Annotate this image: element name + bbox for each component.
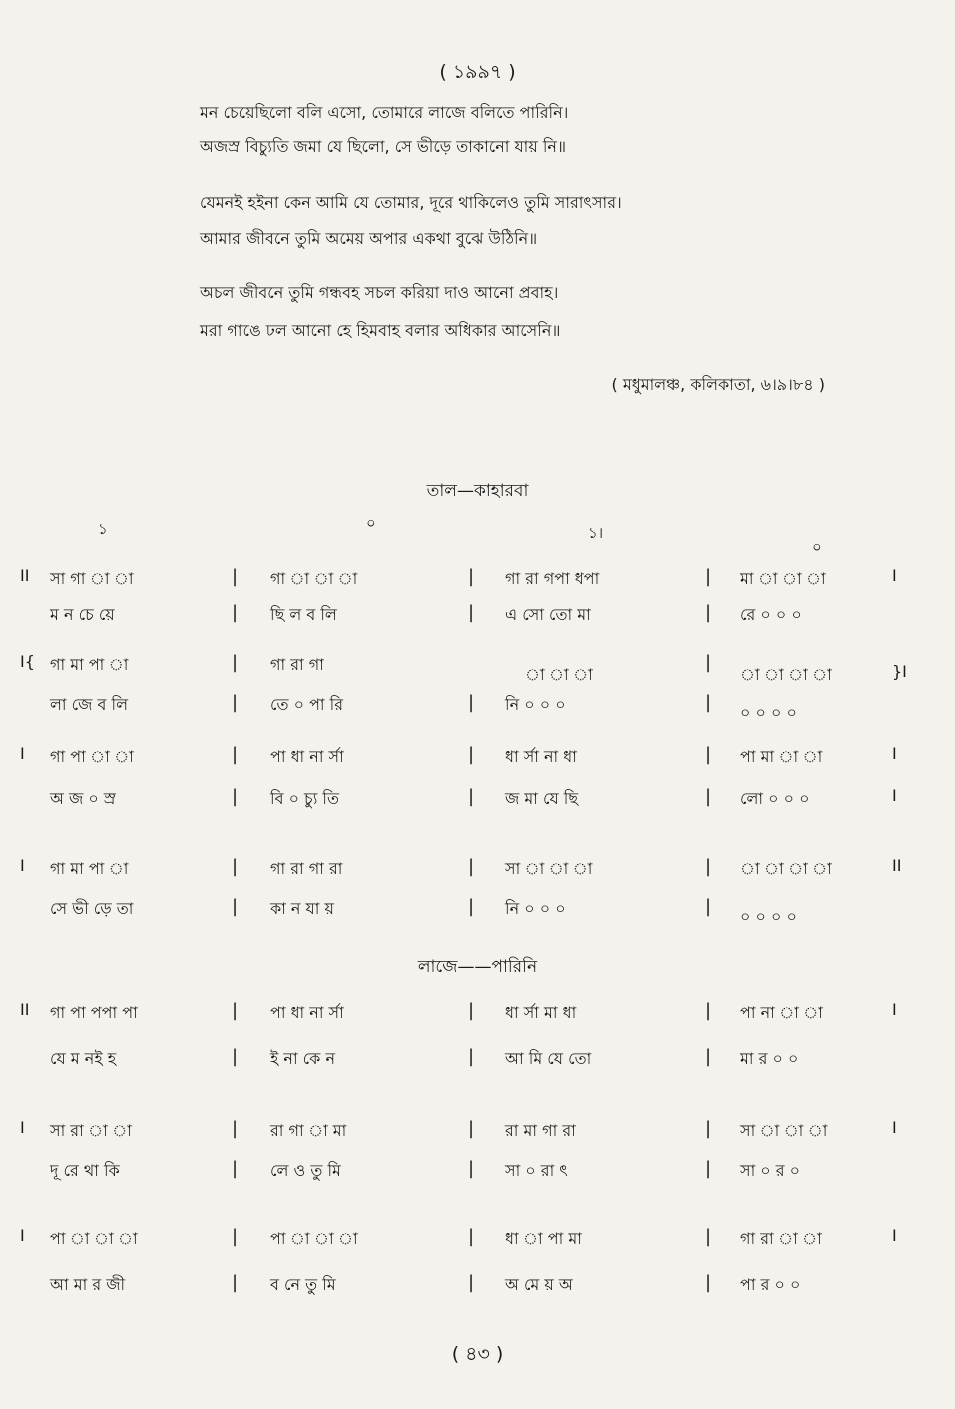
bar-line: |	[468, 692, 475, 713]
notation-cell: পা ধা না র্সা	[270, 747, 344, 766]
notation-row	[0, 856, 955, 888]
bar-line: |	[468, 566, 475, 587]
bar-line: |	[705, 1158, 712, 1179]
bar-line: |	[468, 1226, 475, 1247]
row-marker-left: I{	[20, 652, 35, 671]
row-marker-right: I	[892, 566, 897, 585]
notation-row	[0, 1158, 955, 1190]
row-marker-right: I	[892, 1226, 897, 1245]
notation-row	[0, 652, 955, 684]
lyric-cell: পা র ০ ০	[740, 1275, 801, 1294]
lyric-cell: ম ন চে য়ে	[50, 605, 115, 624]
lyric-cell: কা ন যা য়	[270, 899, 334, 918]
bar-line: |	[232, 602, 239, 623]
bar-line: |	[468, 786, 475, 807]
page-label: ( ১৯৯৭ )	[439, 61, 516, 83]
row-marker-right: I	[892, 1118, 897, 1137]
row-marker-left: II	[20, 1000, 30, 1019]
notation-cell: সা গা া া	[50, 569, 134, 588]
notation-row	[0, 566, 955, 598]
bar-line: |	[232, 786, 239, 807]
notation-cell: ধা র্সা মা ধা	[505, 1003, 577, 1022]
notation-cell: পা মা া া	[740, 747, 823, 766]
row-marker-left: I	[20, 856, 25, 875]
poem-line: মন চেয়েছিলো বলি এসো, তোমারে লাজে বলিতে পারিনি।	[200, 103, 569, 122]
lyric-cell: ই না কে ন	[270, 1049, 336, 1068]
notation-cell: সা া া া	[740, 1121, 828, 1140]
bar-line: |	[705, 1046, 712, 1067]
poem-line: অচল জীবনে তুমি গন্ধবহ সচল করিয়া দাও আনো প্রবাহ।	[200, 283, 559, 302]
notation-cell: গা া া া	[270, 569, 358, 588]
notation-cell: পা া া া	[270, 1229, 358, 1248]
lyric-cell: ব নে তু মি	[270, 1275, 336, 1294]
notation-cell: া া া	[525, 665, 593, 684]
bar-line: |	[705, 566, 712, 587]
lyric-cell: অ মে য় অ	[505, 1275, 573, 1294]
notation-cell: গা পা া া	[50, 747, 134, 766]
notation-row	[0, 602, 955, 634]
notation-cell: পা া া া	[50, 1229, 138, 1248]
bar-line: |	[232, 652, 239, 673]
notation-cell: গা মা পা া	[50, 655, 129, 674]
row-marker-right: II	[892, 856, 902, 875]
notation-cell: সা রা া া	[50, 1121, 132, 1140]
notation-row	[0, 692, 955, 724]
poem-line: যেমনই হইনা কেন আমি যে তোমার, দূরে থাকিলেও তুমি সারাৎসার।	[200, 193, 622, 212]
lyric-cell: লো ০ ০ ০	[740, 789, 810, 808]
bar-line: |	[232, 566, 239, 587]
lyric-cell: লে ও তু মি	[270, 1161, 341, 1180]
notation-cell: মা া া া	[740, 569, 826, 588]
lyric-cell: ০ ০ ০ ০	[740, 907, 797, 926]
bar-line: |	[468, 1158, 475, 1179]
bar-line: |	[232, 896, 239, 917]
row-marker-right: I	[892, 1000, 897, 1019]
lyric-cell: অ জ ০ স্র	[50, 789, 116, 808]
poem-line: মরা গাঙে ঢল আনো হে হিমবাহ বলার অধিকার আসেনি॥	[200, 321, 561, 340]
notation-row	[0, 1046, 955, 1078]
lyric-cell: নি ০ ০ ০	[505, 695, 566, 714]
bar-line: |	[468, 1272, 475, 1293]
notation-cell: গা রা গা রা	[270, 859, 343, 878]
lyric-cell: সা ০ র ০	[740, 1161, 801, 1180]
lyric-cell: যে ম নই হ	[50, 1049, 117, 1068]
notation-cell: রা মা গা রা	[505, 1121, 576, 1140]
row-marker-left: II	[20, 566, 30, 585]
notation-cell: গা রা গা	[270, 655, 324, 674]
notation-cell: গা রা া া	[740, 1229, 822, 1248]
notation-cell: ধা া পা মা	[505, 1229, 582, 1248]
notation-cell: া া া া	[740, 859, 832, 878]
bar-line: |	[232, 692, 239, 713]
bar-line: |	[468, 1000, 475, 1021]
row-marker-right: I	[892, 786, 897, 805]
bar-line: |	[468, 1118, 475, 1139]
notation-cell: গা রা গপা ধপা	[505, 569, 600, 588]
notation-cell: গা পা পপা পা	[50, 1003, 138, 1022]
notation-row	[0, 1272, 955, 1304]
bar-line: |	[232, 1158, 239, 1179]
bar-line: |	[468, 602, 475, 623]
lyric-cell: আ মি যে তো	[505, 1049, 592, 1068]
tal-heading: তাল—কাহারবা	[426, 481, 529, 501]
lyric-cell: জ মা যে ছি	[505, 789, 579, 808]
bar-line: |	[705, 856, 712, 877]
notation-cell: সা া া া	[505, 859, 593, 878]
bar-line: |	[232, 1118, 239, 1139]
row-marker-right: }I	[892, 662, 907, 681]
sub-heading: লাজে——পারিনি	[417, 957, 538, 977]
bar-line: |	[705, 602, 712, 623]
lyric-cell: ০ ০ ০ ০	[740, 703, 797, 722]
bar-line: |	[705, 744, 712, 765]
beat-marker: ১	[98, 520, 108, 538]
notation-row	[0, 744, 955, 776]
bar-line: |	[232, 1046, 239, 1067]
bar-line: |	[232, 744, 239, 765]
bar-line: |	[232, 1272, 239, 1293]
poem-signature: ( মধুমালঞ্চ, কলিকাতা, ৬।৯।৮৪ )	[611, 375, 825, 394]
bar-line: |	[705, 896, 712, 917]
bar-line: |	[705, 786, 712, 807]
notation-row	[0, 786, 955, 818]
bar-line: |	[468, 1046, 475, 1067]
bar-line: |	[705, 1000, 712, 1021]
lyric-cell: নি ০ ০ ০	[505, 899, 566, 918]
notation-row	[0, 1000, 955, 1032]
lyric-cell: তে ০ পা রি	[270, 695, 344, 714]
notation-cell: া া া া	[740, 665, 832, 684]
lyric-cell: সা ০ রা ৎ	[505, 1161, 568, 1180]
lyric-cell: সে ভী ড়ে তা	[50, 899, 134, 918]
bar-line: |	[468, 896, 475, 917]
lyric-cell: দূ রে থা কি	[50, 1161, 120, 1180]
poem-line: অজস্র বিচ্যুতি জমা যে ছিলো, সে ভীড়ে তাকানো যায় নি॥	[200, 137, 567, 156]
lyric-cell: আ মা র জী	[50, 1275, 126, 1294]
bar-line: |	[232, 1226, 239, 1247]
bar-line: |	[232, 856, 239, 877]
notation-row	[0, 1226, 955, 1258]
notation-cell: রা গা া মা	[270, 1121, 347, 1140]
bar-line: |	[705, 692, 712, 713]
beat-marker: ০	[812, 538, 822, 556]
notation-row	[0, 896, 955, 928]
notation-cell: ধা র্সা না ধা	[505, 747, 577, 766]
notation-cell: পা ধা না র্সা	[270, 1003, 344, 1022]
bar-line: |	[468, 856, 475, 877]
lyric-cell: এ সো তো মা	[505, 605, 591, 624]
lyric-cell: ছি ল ব লি	[270, 605, 337, 624]
poem-line: আমার জীবনে তুমি অমেয় অপার একথা বুঝে উঠিনি॥	[200, 229, 538, 248]
lyric-cell: মা র ০ ০	[740, 1049, 799, 1068]
row-marker-left: I	[20, 1118, 25, 1137]
lyric-cell: বি ০ চ্যু তি	[270, 789, 340, 808]
notation-cell: পা না া া	[740, 1003, 823, 1022]
bar-line: |	[232, 1000, 239, 1021]
bar-line: |	[705, 1118, 712, 1139]
bar-line: |	[705, 1272, 712, 1293]
bar-line: |	[705, 652, 712, 673]
row-marker-left: I	[20, 744, 25, 763]
row-marker-right: I	[892, 744, 897, 763]
row-marker-left: I	[20, 1226, 25, 1245]
lyric-cell: লা জে ব লি	[50, 695, 129, 714]
notation-cell: গা মা পা া	[50, 859, 129, 878]
bar-line: |	[705, 1226, 712, 1247]
lyric-cell: রে ০ ০ ০	[740, 605, 802, 624]
page-number: ( ৪৩ )	[451, 1343, 504, 1365]
beat-marker: ০	[366, 514, 376, 532]
notation-row	[0, 1118, 955, 1150]
beat-marker: ১।	[588, 524, 604, 542]
bar-line: |	[468, 744, 475, 765]
